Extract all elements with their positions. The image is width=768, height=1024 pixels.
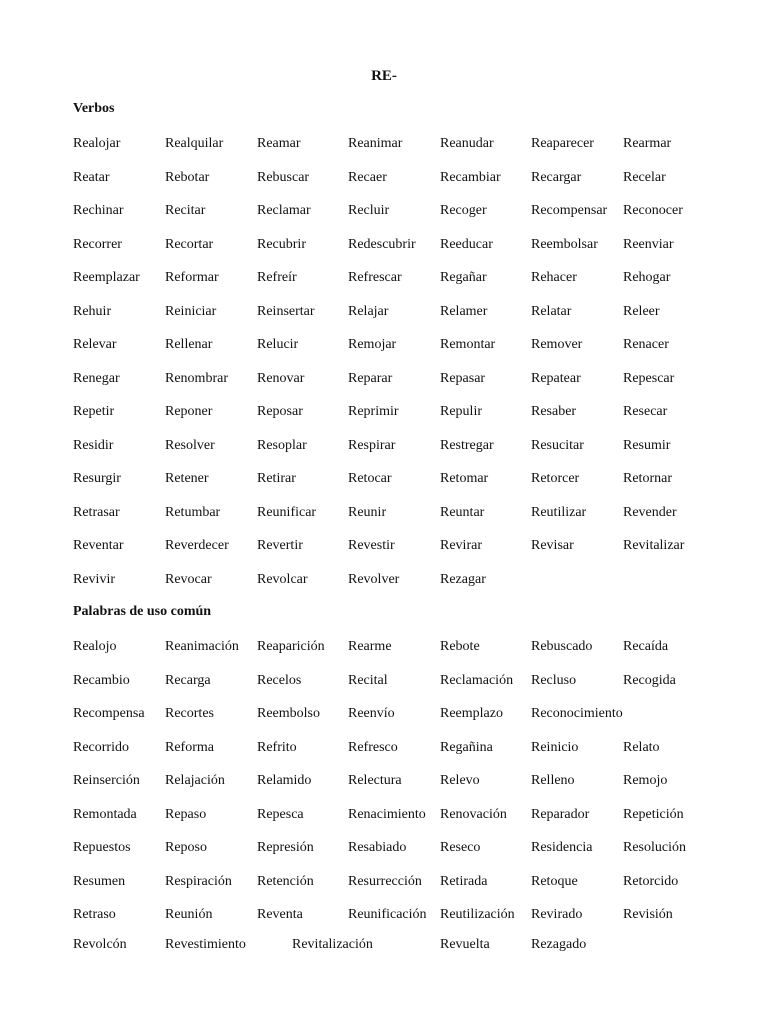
word-cell: Retoque xyxy=(531,874,578,889)
word-cell: Rearme xyxy=(348,639,392,654)
word-cell: Resumen xyxy=(73,874,126,889)
word-cell: Recorrer xyxy=(73,237,122,252)
word-row xyxy=(73,838,753,858)
word-cell: Resaber xyxy=(531,404,577,419)
word-cell: Revitalizar xyxy=(623,538,685,553)
word-cell: Recarga xyxy=(165,673,211,688)
word-cell: Resumir xyxy=(623,438,671,453)
word-cell: Renacer xyxy=(623,337,669,352)
word-row xyxy=(73,134,753,154)
document-title: RE- xyxy=(371,68,397,84)
word-cell: Repesca xyxy=(257,807,304,822)
word-cell: Residir xyxy=(73,438,114,453)
word-cell: Rehogar xyxy=(623,270,671,285)
word-cell: Rebuscar xyxy=(257,170,310,185)
word-cell: Repaso xyxy=(165,807,207,822)
word-cell: Reenvío xyxy=(348,706,395,721)
word-cell: Revolcar xyxy=(257,572,308,587)
word-row xyxy=(73,436,753,456)
word-cell: Recambiar xyxy=(440,170,501,185)
word-cell: Resolución xyxy=(623,840,686,855)
word-cell: Recelos xyxy=(257,673,302,688)
word-cell: Relamer xyxy=(440,304,488,319)
word-cell: Retener xyxy=(165,471,209,486)
word-row xyxy=(73,671,753,691)
word-cell: Realquilar xyxy=(165,136,224,151)
word-cell: Repasar xyxy=(440,371,486,386)
word-cell: Resolver xyxy=(165,438,215,453)
word-cell: Recorrido xyxy=(73,740,129,755)
word-cell: Refresco xyxy=(348,740,398,755)
word-cell: Rezagado xyxy=(531,937,587,952)
word-row xyxy=(73,637,753,657)
word-row xyxy=(73,302,753,322)
word-cell: Reventar xyxy=(73,538,124,553)
word-cell: Reiniciar xyxy=(165,304,217,319)
word-cell: Repetición xyxy=(623,807,684,822)
word-cell: Repulir xyxy=(440,404,482,419)
word-cell: Rebuscado xyxy=(531,639,593,654)
word-cell: Realojo xyxy=(73,639,117,654)
word-row xyxy=(73,268,753,288)
word-row xyxy=(73,771,753,791)
word-row xyxy=(73,536,753,556)
word-cell: Reeducar xyxy=(440,237,493,252)
word-cell: Remover xyxy=(531,337,583,352)
word-cell: Represión xyxy=(257,840,314,855)
word-cell: Revivir xyxy=(73,572,115,587)
word-row xyxy=(73,168,753,188)
word-cell: Recluir xyxy=(348,203,390,218)
word-cell: Revuelta xyxy=(440,937,490,952)
word-cell: Reinserción xyxy=(73,773,140,788)
word-cell: Reunir xyxy=(348,505,387,520)
word-cell: Retomar xyxy=(440,471,489,486)
word-cell: Realojar xyxy=(73,136,121,151)
word-cell: Relamido xyxy=(257,773,312,788)
word-cell: Retención xyxy=(257,874,314,889)
word-cell: Retrasar xyxy=(73,505,120,520)
word-cell: Relajar xyxy=(348,304,389,319)
word-cell: Reembolso xyxy=(257,706,320,721)
word-cell: Reenviar xyxy=(623,237,674,252)
word-cell: Relleno xyxy=(531,773,575,788)
word-cell: Reponer xyxy=(165,404,213,419)
word-row xyxy=(73,704,753,724)
word-cell: Recompensar xyxy=(531,203,608,218)
word-cell: Rezagar xyxy=(440,572,486,587)
word-cell: Reverdecer xyxy=(165,538,229,553)
word-cell: Reanimar xyxy=(348,136,403,151)
word-cell: Releer xyxy=(623,304,660,319)
word-cell: Regañar xyxy=(440,270,487,285)
word-cell: Reformar xyxy=(165,270,219,285)
word-cell: Remontada xyxy=(73,807,137,822)
word-row xyxy=(73,402,753,422)
word-cell: Resurgir xyxy=(73,471,121,486)
word-cell: Reposo xyxy=(165,840,207,855)
word-cell: Reclamación xyxy=(440,673,514,688)
word-cell: Recluso xyxy=(531,673,577,688)
word-cell: Recubrir xyxy=(257,237,306,252)
word-cell: Recaída xyxy=(623,639,669,654)
word-cell: Revender xyxy=(623,505,677,520)
word-cell: Renovación xyxy=(440,807,507,822)
word-cell: Reuntar xyxy=(440,505,485,520)
word-cell: Reprimir xyxy=(348,404,399,419)
word-cell: Revitalización xyxy=(292,937,373,952)
word-cell: Reconocer xyxy=(623,203,683,218)
word-cell: Recargar xyxy=(531,170,582,185)
word-row xyxy=(73,805,753,825)
word-cell: Reparar xyxy=(348,371,393,386)
word-cell: Reutilización xyxy=(440,907,515,922)
word-cell: Relatar xyxy=(531,304,572,319)
word-cell: Refreír xyxy=(257,270,297,285)
word-cell: Resucitar xyxy=(531,438,584,453)
word-cell: Resecar xyxy=(623,404,668,419)
word-cell: Revestir xyxy=(348,538,395,553)
word-cell: Reinsertar xyxy=(257,304,315,319)
word-cell: Rehacer xyxy=(531,270,577,285)
word-cell: Reparador xyxy=(531,807,590,822)
word-cell: Resurrección xyxy=(348,874,422,889)
word-cell: Recogida xyxy=(623,673,676,688)
word-cell: Regañina xyxy=(440,740,493,755)
word-cell: Retocar xyxy=(348,471,392,486)
word-cell: Recaer xyxy=(348,170,387,185)
word-cell: Reanimación xyxy=(165,639,239,654)
word-cell: Reatar xyxy=(73,170,110,185)
word-cell: Reamar xyxy=(257,136,301,151)
word-cell: Rebotar xyxy=(165,170,210,185)
word-cell: Relucir xyxy=(257,337,299,352)
word-cell: Relevar xyxy=(73,337,117,352)
word-cell: Retumbar xyxy=(165,505,221,520)
word-cell: Reembolsar xyxy=(531,237,598,252)
word-cell: Refrito xyxy=(257,740,297,755)
word-cell: Retirada xyxy=(440,874,488,889)
word-cell: Respirar xyxy=(348,438,396,453)
word-cell: Recortes xyxy=(165,706,214,721)
word-cell: Refrescar xyxy=(348,270,402,285)
word-cell: Recortar xyxy=(165,237,214,252)
word-cell: Reventa xyxy=(257,907,303,922)
word-cell: Reaparecer xyxy=(531,136,594,151)
word-cell: Recompensa xyxy=(73,706,145,721)
word-cell: Repatear xyxy=(531,371,581,386)
word-cell: Repetir xyxy=(73,404,115,419)
word-row xyxy=(73,738,753,758)
word-cell: Renovar xyxy=(257,371,305,386)
word-cell: Restregar xyxy=(440,438,494,453)
word-cell: Revolver xyxy=(348,572,400,587)
word-cell: Revisar xyxy=(531,538,574,553)
word-cell: Renegar xyxy=(73,371,120,386)
word-cell: Renacimiento xyxy=(348,807,426,822)
word-cell: Repescar xyxy=(623,371,675,386)
word-cell: Resoplar xyxy=(257,438,307,453)
word-cell: Relato xyxy=(623,740,660,755)
word-cell: Revirado xyxy=(531,907,583,922)
word-cell: Remontar xyxy=(440,337,496,352)
word-cell: Revolcón xyxy=(73,937,127,952)
word-cell: Reanudar xyxy=(440,136,494,151)
word-row xyxy=(73,235,753,255)
word-row xyxy=(73,469,753,489)
word-cell: Reclamar xyxy=(257,203,311,218)
word-cell: Remojo xyxy=(623,773,668,788)
word-cell: Relectura xyxy=(348,773,402,788)
word-row xyxy=(73,935,753,955)
word-row xyxy=(73,503,753,523)
word-cell: Reaparición xyxy=(257,639,325,654)
word-cell: Recitar xyxy=(165,203,206,218)
word-cell: Respiración xyxy=(165,874,232,889)
word-cell: Reunión xyxy=(165,907,213,922)
section-heading-verbos: Verbos xyxy=(73,101,115,116)
word-cell: Recital xyxy=(348,673,388,688)
word-cell: Residencia xyxy=(531,840,593,855)
word-row xyxy=(73,570,753,590)
word-cell: Rearmar xyxy=(623,136,672,151)
word-cell: Redescubrir xyxy=(348,237,416,252)
word-cell: Reunificación xyxy=(348,907,427,922)
word-cell: Rehuir xyxy=(73,304,112,319)
word-cell: Renombrar xyxy=(165,371,228,386)
word-row xyxy=(73,872,753,892)
word-cell: Reutilizar xyxy=(531,505,587,520)
word-cell: Retorcido xyxy=(623,874,679,889)
word-cell: Reemplazar xyxy=(73,270,140,285)
word-cell: Rebote xyxy=(440,639,480,654)
word-cell: Recoger xyxy=(440,203,487,218)
word-cell: Retirar xyxy=(257,471,296,486)
word-cell: Recelar xyxy=(623,170,666,185)
word-cell: Reconocimiento xyxy=(531,706,623,721)
word-cell: Reforma xyxy=(165,740,214,755)
word-cell: Rechinar xyxy=(73,203,124,218)
word-cell: Remojar xyxy=(348,337,397,352)
word-row xyxy=(73,201,753,221)
word-cell: Retraso xyxy=(73,907,116,922)
word-row xyxy=(73,369,753,389)
word-cell: Retornar xyxy=(623,471,672,486)
word-cell: Reseco xyxy=(440,840,481,855)
word-cell: Repuestos xyxy=(73,840,131,855)
word-row xyxy=(73,335,753,355)
word-cell: Reposar xyxy=(257,404,303,419)
word-cell: Rellenar xyxy=(165,337,213,352)
word-cell: Reunificar xyxy=(257,505,317,520)
word-cell: Revirar xyxy=(440,538,482,553)
word-cell: Resabiado xyxy=(348,840,407,855)
word-cell: Reemplazo xyxy=(440,706,503,721)
section-heading-palabras: Palabras de uso común xyxy=(73,604,212,619)
word-cell: Revisión xyxy=(623,907,673,922)
word-cell: Relevo xyxy=(440,773,480,788)
word-row xyxy=(73,905,753,925)
word-cell: Revestimiento xyxy=(165,937,246,952)
word-cell: Relajación xyxy=(165,773,225,788)
word-cell: Retorcer xyxy=(531,471,580,486)
word-cell: Revocar xyxy=(165,572,212,587)
word-cell: Reinicio xyxy=(531,740,579,755)
word-cell: Recambio xyxy=(73,673,130,688)
word-cell: Revertir xyxy=(257,538,303,553)
